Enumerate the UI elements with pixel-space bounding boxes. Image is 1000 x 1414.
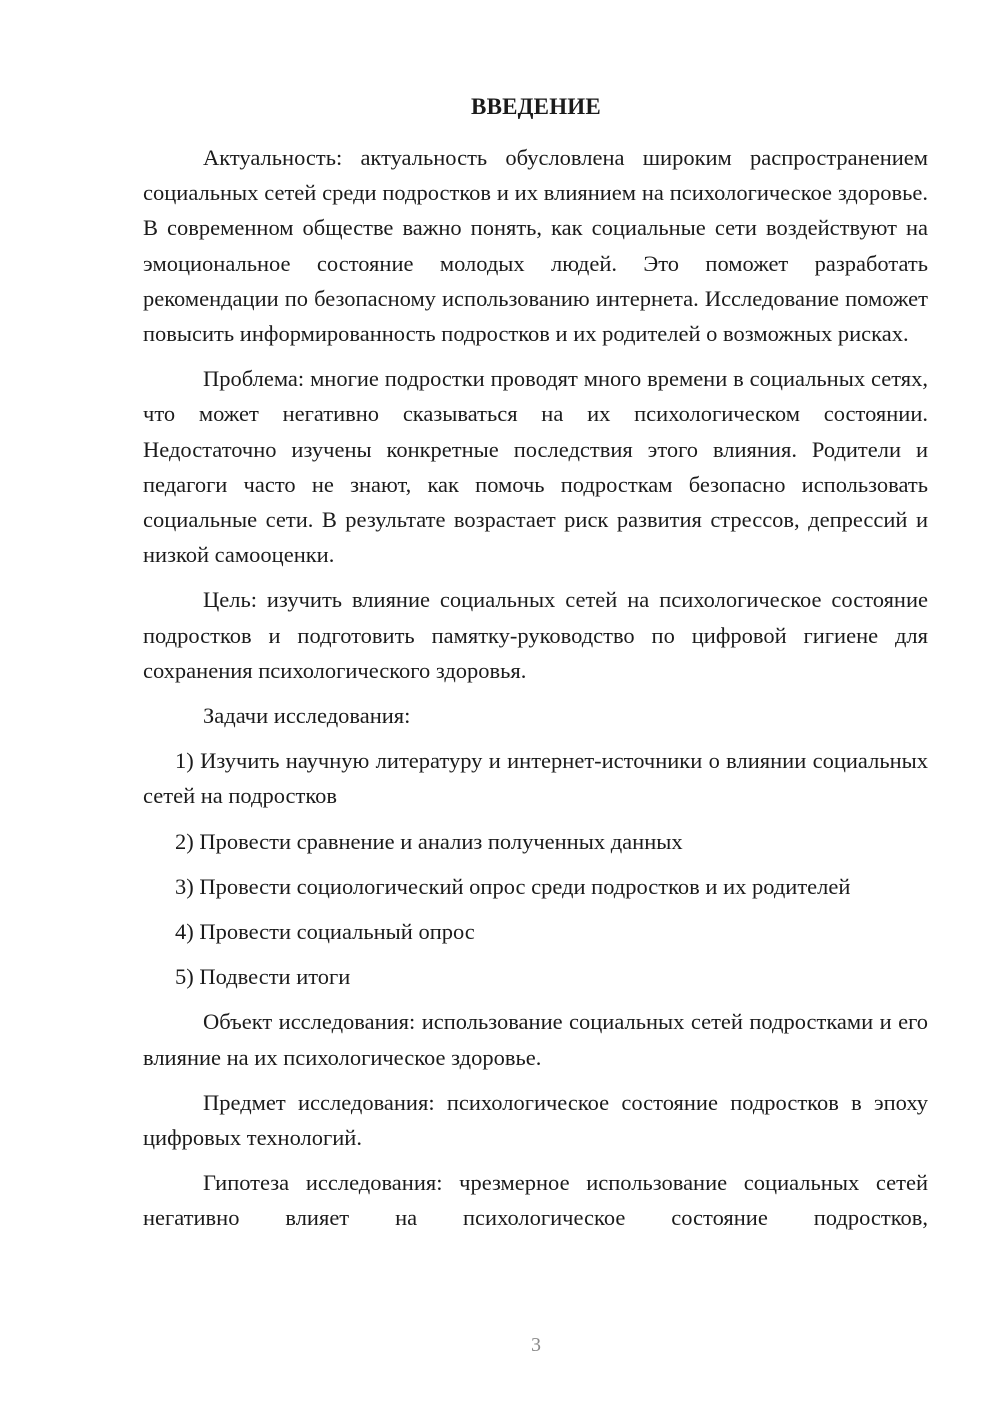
task-item-1: 1) Изучить научную литературу и интернет-источники о влиянии социальных сетей на подростков — [143, 748, 928, 809]
document-body — [143, 140, 928, 1246]
page-number: 3 — [531, 1334, 541, 1356]
paragraph-tasks-title: Задачи исследования: — [203, 703, 411, 729]
page-heading: ВВЕДЕНИЕ — [471, 94, 601, 119]
paragraph-problem: Проблема: многие подростки проводят много времени в социальных сетях, что может негативно сказываться на их психологическом состоянии. Недостаточно изучены конкретные последствия этого влияния. Родители и педагоги часто не знают, как помочь подросткам безопасно использовать социальные сети. В результате возрастает риск развития стрессов, депрессий и низкой самооценки. — [143, 366, 928, 568]
task-item-5: 5) Подвести итоги — [175, 964, 351, 990]
paragraph-hypothesis: Гипотеза исследования: чрезмерное использование социальных сетей негативно влияет на психологическое состояние подростков, — [143, 1170, 928, 1231]
paragraph-subject: Предмет исследования: психологическое состояние подростков в эпоху цифровых технологий. — [143, 1089, 928, 1151]
paragraph-relevance: Актуальность: актуальность обусловлена широким распространением социальных сетей среди подростков и их влиянием на психологическое здоровье. В современном обществе важно понять, как социальные сети воздействуют на эмоциональное состояние молодых людей. Это поможет разработать рекомендации по безопасному использованию интернета. Исследование поможет повысить информированность подростков и их родителей о возможных рисках. — [143, 145, 928, 347]
task-item-4: 4) Провести социальный опрос — [175, 919, 475, 945]
task-item-2: 2) Провести сравнение и анализ полученных данных — [175, 828, 683, 854]
task-item-3: 3) Провести социологический опрос среди подростков и их родителей — [175, 873, 851, 899]
paragraph-goal: Цель: изучить влияние социальных сетей на психологическое состояние подростков и подготовить памятку-руководство по цифровой гигиене для сохранения психологического здоровья. — [143, 587, 928, 683]
paragraph-object: Объект исследования: использование социальных сетей подростками и его влияние на их психологическое здоровье. — [143, 1009, 928, 1070]
